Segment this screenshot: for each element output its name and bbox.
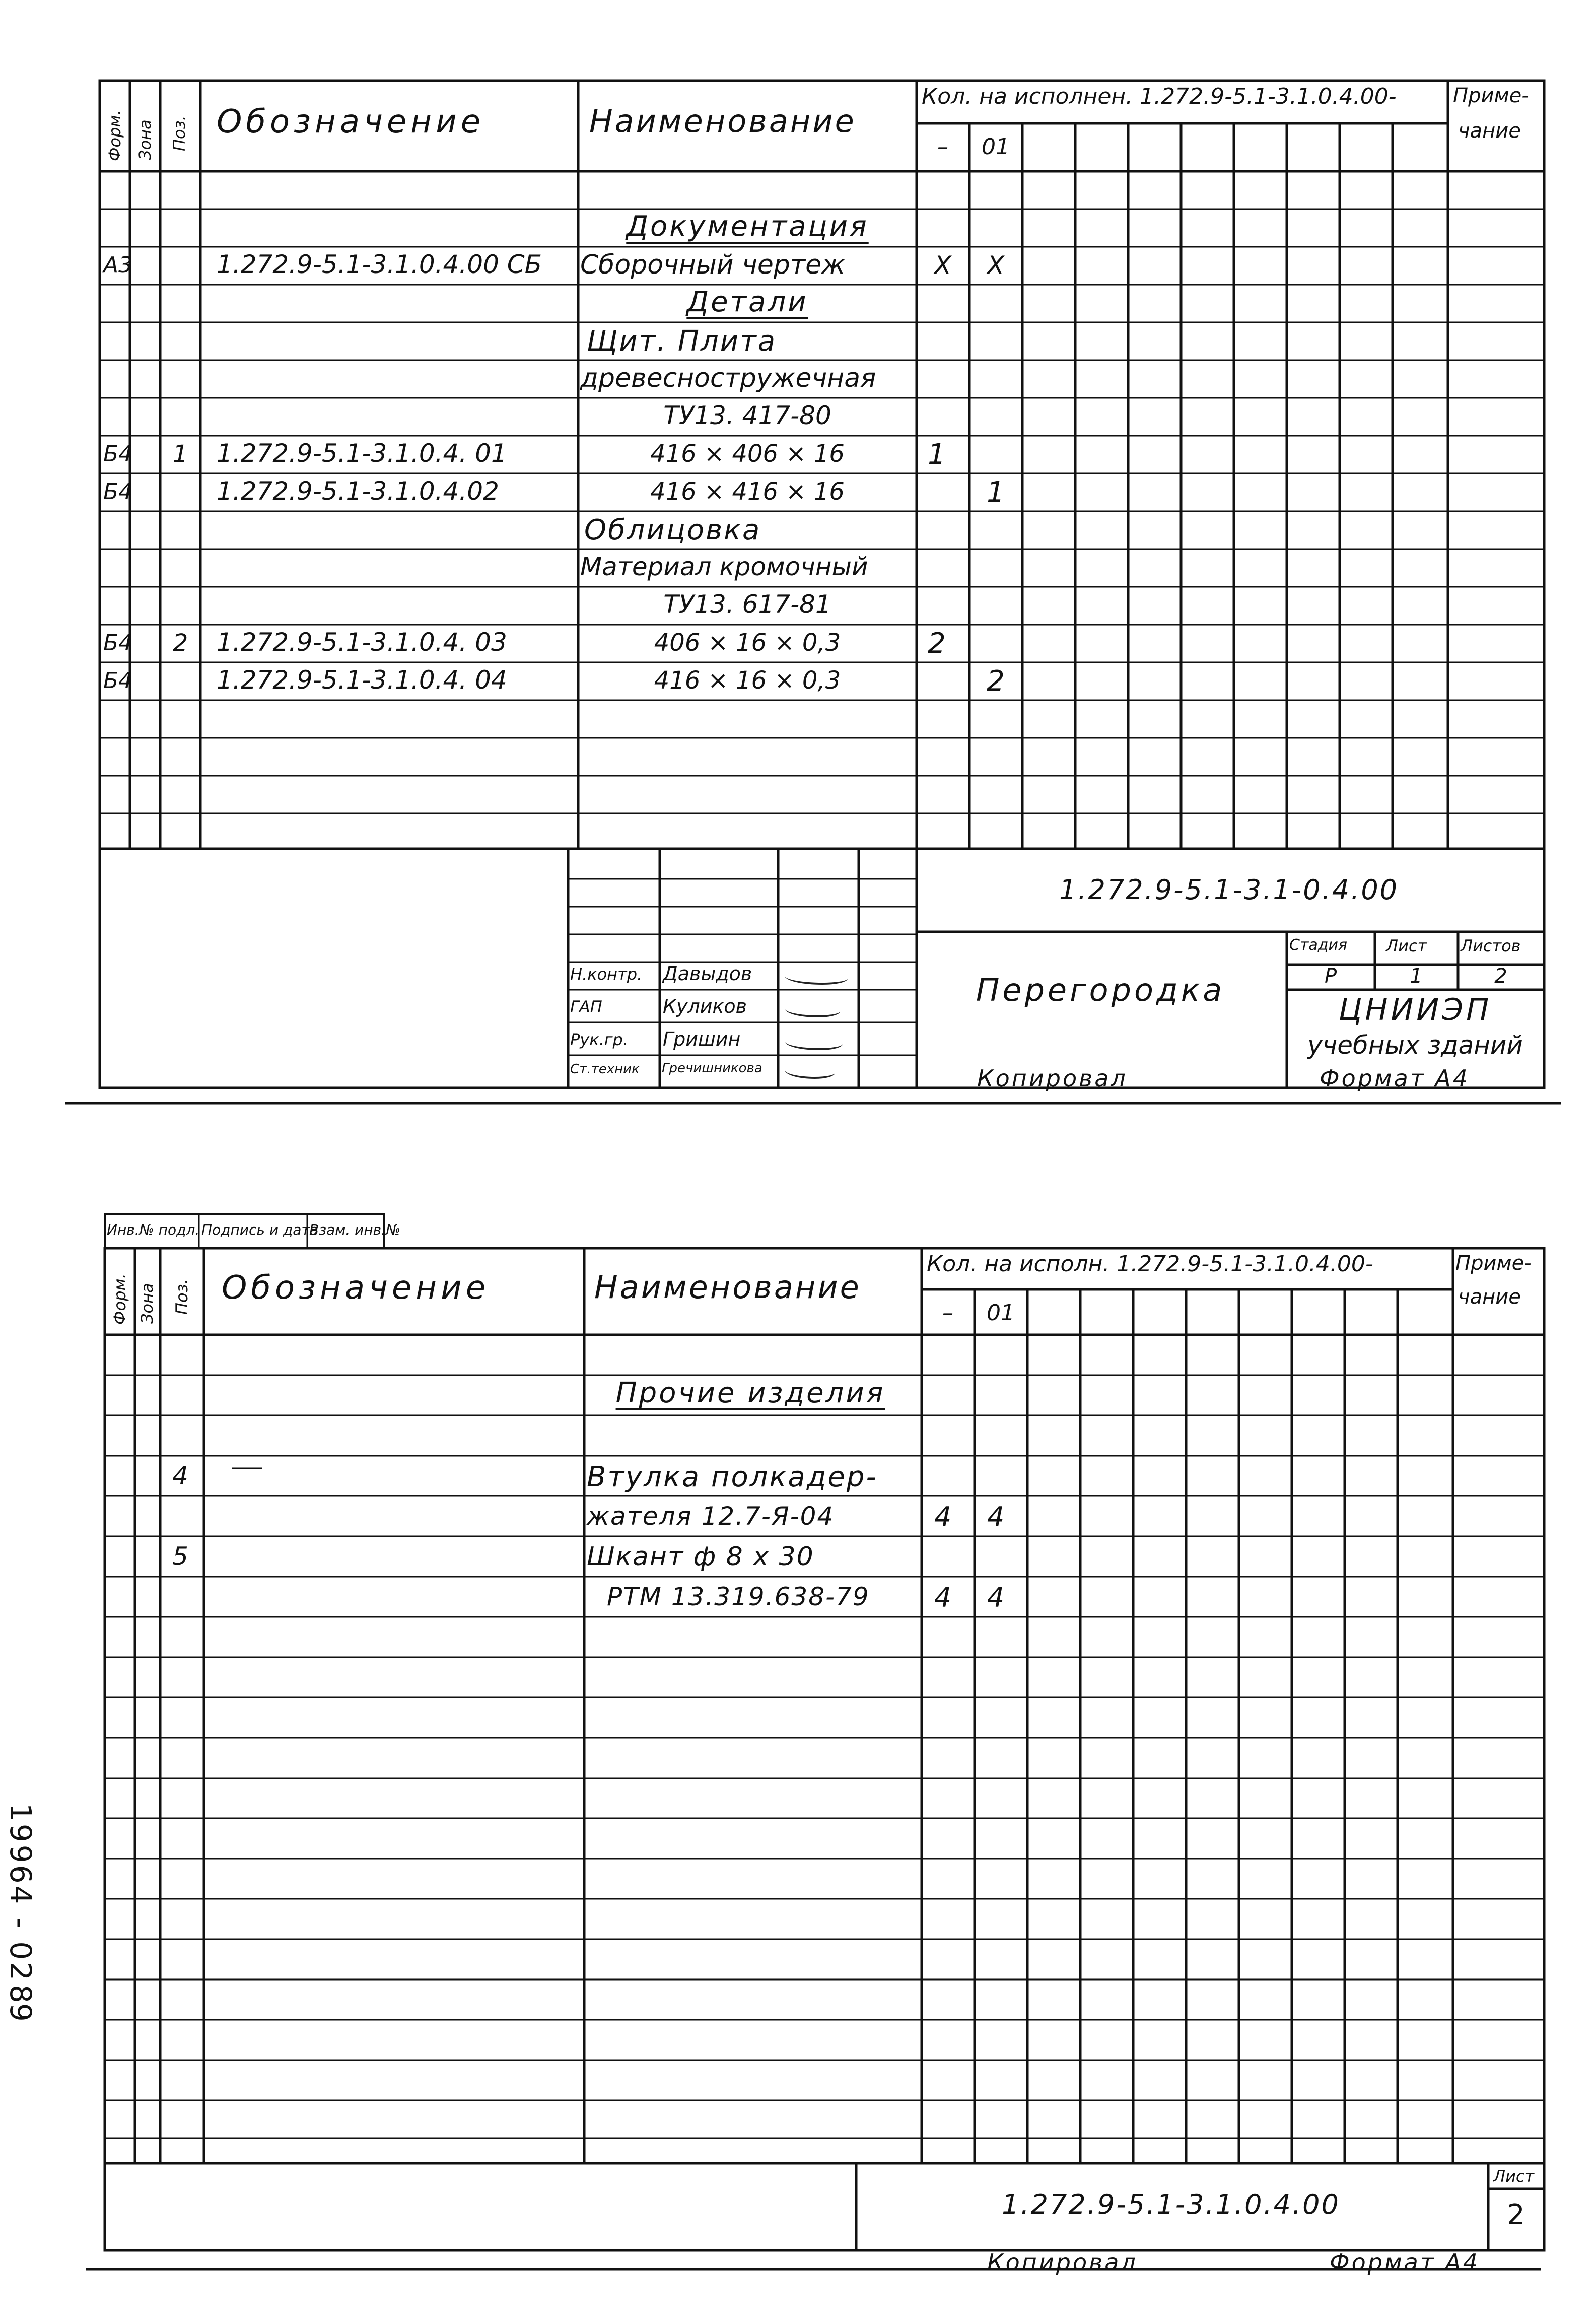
sheet-label: Лист [1386, 936, 1427, 956]
table-row-format: Б4 [103, 479, 133, 505]
role-label: ГАП [570, 997, 602, 1016]
quantity-by-variant-header: Кол. на исполн. 1.272.9-5.1-3.1.0.4.00- [927, 1251, 1373, 1277]
table-row-name: РТМ 13.319.638-79 [607, 1582, 870, 1611]
stage-label: Стадия [1289, 936, 1348, 954]
variant-header: – [942, 1300, 953, 1326]
page-number: 89 [4, 1985, 38, 2022]
table-row-name: 416 × 416 × 16 [650, 477, 845, 506]
table-row-designation: 1.272.9-5.1-3.1.0.4. 01 [217, 439, 507, 468]
table-row-name: Облицовка [584, 514, 761, 547]
document-code: 1.272.9-5.1-3.1.0.4.00 [1002, 2189, 1340, 2220]
sheet-number: 2 [1507, 2199, 1525, 2231]
table-row-name: ТУ13. 417-80 [663, 401, 831, 430]
table-row-qty: 4 [934, 1501, 952, 1533]
format-column-header: Форм. [105, 110, 124, 161]
table-row-qty: 2 [928, 627, 946, 660]
table-row-format: Б4 [103, 668, 133, 694]
table-row-qty: 4 [934, 1582, 952, 1613]
table-row-name: Шкант ф 8 х 30 [587, 1542, 814, 1572]
quantity-by-variant-header: Кол. на исполнен. 1.272.9-5.1-3.1.0.4.00- [922, 84, 1397, 109]
person-name: Гришин [663, 1028, 741, 1050]
table-row-qty: 4 [987, 1582, 1005, 1613]
pos-column-header: Поз. [170, 115, 189, 151]
table-row-name: Материал кромочный [580, 552, 868, 581]
note-column-header-line2: чание [1458, 1285, 1521, 1309]
note-column-header: Приме- [1455, 1252, 1532, 1275]
stage-value: Р [1324, 965, 1337, 988]
table-row-name: жателя 12.7-Я-04 [587, 1502, 835, 1531]
pos-column-header: Поз. [172, 1279, 191, 1315]
note-column-header: Приме- [1453, 84, 1529, 107]
table-row-name: 416 × 16 × 0,3 [654, 666, 841, 695]
table-row-designation: 1.272.9-5.1-3.1.0.4. 04 [217, 665, 507, 695]
stamp-label: Взам. инв.№ [309, 1221, 401, 1238]
note-column-header-line2: чание [1458, 119, 1521, 143]
name-column-header: Наименование [589, 103, 856, 140]
table-row-pos: 4 [172, 1461, 188, 1490]
table-row-format: Б4 [103, 441, 133, 467]
table-row-name: Втулка полкадер- [587, 1461, 878, 1493]
side-archive-number: 19964 - 02 [4, 1803, 38, 1983]
section-heading: Детали [686, 286, 808, 318]
person-name: Куликов [663, 995, 747, 1017]
sheets-total: 2 [1494, 965, 1507, 988]
table-row-name: Щит. Плита [587, 325, 777, 358]
table-row-name: древесностружечная [580, 363, 876, 393]
format-label: Формат А4 [1320, 1065, 1470, 1092]
copied-by-label: Копировал [987, 2248, 1138, 2276]
variant-header: 01 [982, 134, 1010, 160]
table-row-designation: 1.272.9-5.1-3.1.0.4.02 [217, 476, 499, 506]
section-heading: Прочие изделия [615, 1377, 885, 1409]
role-label: Н.контр. [570, 965, 643, 984]
table-row-name: 416 × 406 × 16 [650, 440, 845, 468]
stamp-label: Инв.№ подл. [107, 1221, 200, 1238]
copied-by-label: Копировал [977, 1065, 1128, 1092]
format-label: Формат А4 [1330, 2248, 1480, 2276]
table-row-format: А3 [103, 252, 133, 278]
designation-column-header: Обозначение [222, 1269, 490, 1307]
sheets-label: Листов [1461, 936, 1521, 956]
table-row-format: Б4 [103, 630, 133, 656]
table-row-name: ТУ13. 617-81 [663, 590, 831, 619]
table-row-pos: 2 [172, 629, 188, 657]
person-name: Гречишникова [662, 1061, 762, 1076]
table-row-qty: 1 [928, 438, 946, 471]
sheet-label: Лист [1493, 2167, 1535, 2186]
variant-header: – [937, 134, 948, 160]
role-label: Ст.техник [570, 1062, 640, 1077]
table-row-qty: Х [934, 251, 952, 280]
organization-name-line2: учебных зданий [1307, 1031, 1523, 1060]
table-row-pos: 1 [172, 440, 188, 468]
organization-name: ЦНИИЭП [1338, 992, 1492, 1028]
zone-column-header: Зона [137, 1283, 157, 1324]
table-row-qty: 4 [987, 1501, 1005, 1533]
table-row-name: Сборочный чертеж [580, 250, 845, 280]
section-heading: Документация [626, 210, 869, 243]
zone-column-header: Зона [135, 119, 155, 160]
document-code: 1.272.9-5.1-3.1-0.4.00 [1059, 874, 1399, 906]
name-column-header: Наименование [594, 1269, 861, 1306]
table-row-designation: 1.272.9-5.1-3.1.0.4. 03 [217, 628, 507, 657]
person-name: Давыдов [663, 963, 752, 985]
sheet-number: 1 [1410, 965, 1423, 988]
document-title: Перегородка [976, 972, 1225, 1008]
variant-header: 01 [987, 1300, 1015, 1326]
table-row-name: 406 × 16 × 0,3 [654, 629, 841, 657]
role-label: Рук.гр. [570, 1030, 629, 1049]
format-column-header: Форм. [110, 1273, 129, 1325]
table-row-qty: 2 [987, 665, 1005, 698]
table-row-qty: 1 [987, 476, 1005, 509]
table-row-pos: 5 [172, 1542, 188, 1571]
table-row-qty: Х [987, 251, 1005, 280]
stamp-label: Подпись и дата [201, 1221, 318, 1238]
designation-column-header: Обозначение [217, 103, 485, 141]
table-row-designation: 1.272.9-5.1-3.1.0.4.00 СБ [217, 250, 542, 279]
